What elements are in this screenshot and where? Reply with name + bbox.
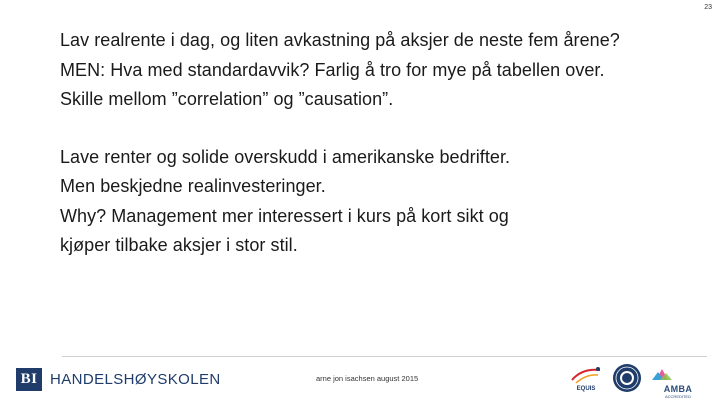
slide-number: 23 bbox=[704, 4, 712, 11]
paragraph-1 bbox=[60, 26, 700, 115]
text-line: Men beskjedne realinvesteringer. bbox=[60, 176, 326, 196]
equis-label: EQUIS bbox=[576, 386, 596, 392]
footer bbox=[0, 356, 720, 405]
bi-logo-mark: BI bbox=[16, 368, 42, 391]
slide-body bbox=[60, 26, 700, 261]
text-line: MEN: Hva med standardavvik? Farlig å tro for mye på tabellen over. bbox=[60, 59, 605, 80]
paragraph-2 bbox=[60, 143, 700, 261]
amba-sublabel: ACCREDITED bbox=[664, 394, 691, 399]
author-credit: arne jon isachsen august 2015 bbox=[316, 374, 419, 383]
footer-divider bbox=[62, 356, 707, 357]
text-line: Skille mellom ”correlation” og ”causation”. bbox=[60, 89, 394, 109]
bi-logo bbox=[16, 368, 221, 391]
amba-label: AMBA bbox=[663, 384, 693, 394]
accreditation-logos bbox=[562, 362, 712, 400]
equis-logo bbox=[568, 364, 604, 392]
text-line: kjøper tilbake aksjer i stor stil. bbox=[60, 235, 298, 255]
amba-mark-icon bbox=[650, 366, 706, 384]
bi-logo-text: HANDELSHØYSKOLEN bbox=[50, 371, 221, 388]
text-line: Why? Management mer interessert i kurs på kort sikt og bbox=[60, 205, 509, 226]
amba-logo bbox=[650, 366, 706, 399]
aacsb-seal-icon bbox=[612, 363, 642, 393]
text-line: Lav realrente i dag, og liten avkastning på aksjer de neste fem årene? bbox=[60, 30, 620, 50]
text-line: Lave renter og solide overskudd i amerikanske bedrifter. bbox=[60, 146, 511, 167]
aacsb-logo bbox=[612, 363, 642, 393]
equis-swoosh-icon bbox=[568, 364, 604, 388]
